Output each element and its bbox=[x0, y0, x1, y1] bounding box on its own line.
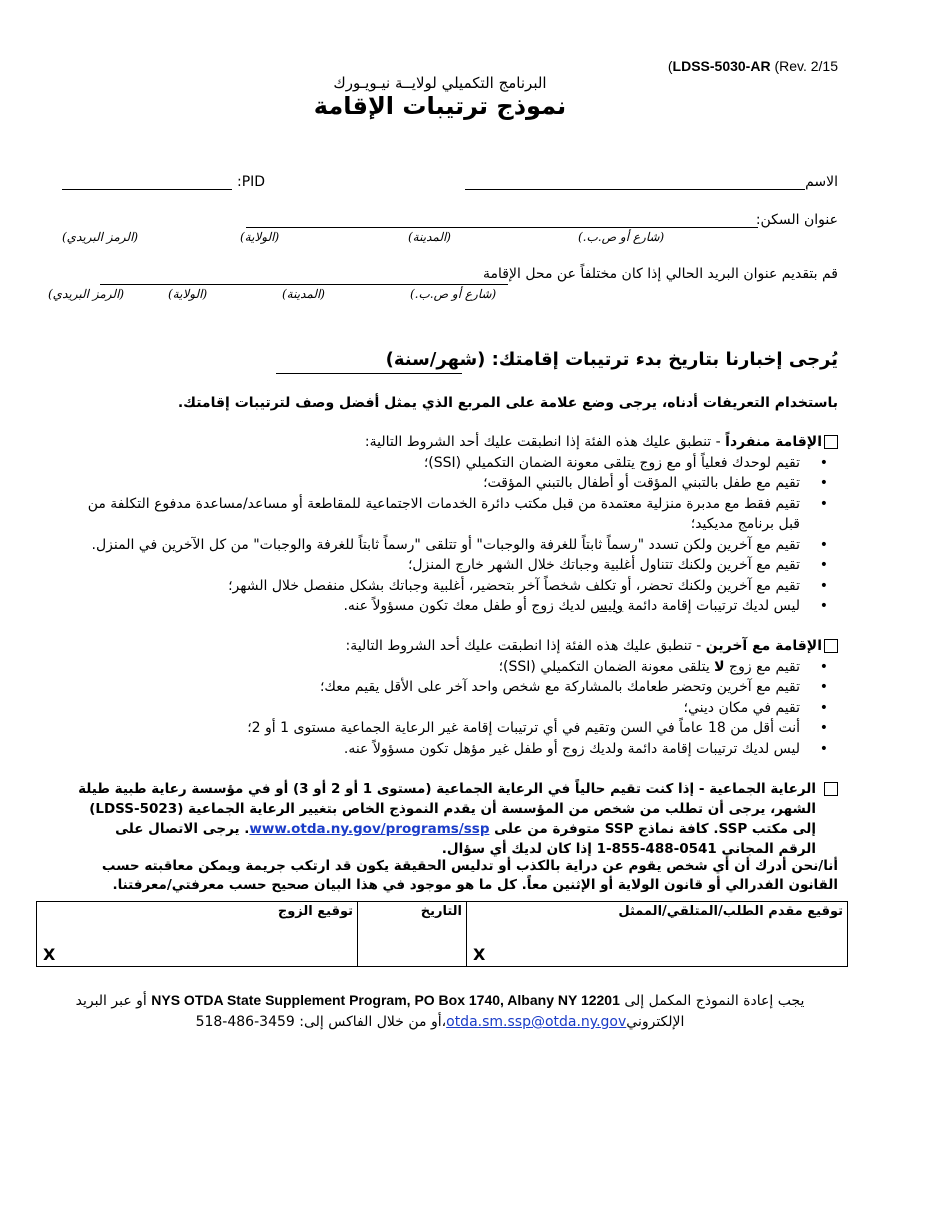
footer-line-2: الإلكترونيotda.sm.ssp@otda.ny.gov،أو من خلال الفاكس إلى: 3459-486-518 bbox=[195, 1014, 685, 1030]
signature-table bbox=[36, 901, 848, 967]
list-item: • تقيم مع زوج لا يتلقى معونة الضمان التكميلي (SSI)؛ bbox=[78, 657, 800, 678]
city-caption: (المدينة) bbox=[408, 230, 451, 244]
living-alone-checkbox[interactable] bbox=[824, 435, 838, 449]
list-item: • ليس لديك ترتيبات إقامة دائمة وليس لديك زوج أو طفل معك تكون مسؤولاً عنه. bbox=[78, 596, 800, 617]
declaration-text: أنا/نحن أدرك أن أي شخص يقوم عن دراية بالكذب أو تدليس الحقيقة يكون قد ارتكب جريمة ويمكن معاقبته حسب القانون الفدرالي أو قانون الولاية أو الإثنين معاً. كل ما هو موجود في هذا البيان صحيح حسب معرفتي/معرفتنا. bbox=[101, 858, 838, 893]
instruction-text: باستخدام التعريفات أدناه، يرجى وضع علامة على المربع الذي يمثل أفضل وصف لترتيبات إقامتك. bbox=[177, 395, 838, 411]
living-with-others-checkbox[interactable] bbox=[824, 639, 838, 653]
list-item: • تقيم مع آخرين ولكن تسدد "رسماً ثابتاً للغرفة والوجبات" أو تتلقى "رسماً ثابتاً للغرفة والوجبات" من كل الآخرين في المنزل. bbox=[78, 535, 800, 556]
living-with-others-title: الإقامة مع آخرين bbox=[705, 638, 822, 654]
living-with-others-section bbox=[78, 636, 838, 759]
living-alone-desc: - تنطبق عليك هذه الفئة إذا انطبقت عليك أحد الشروط التالية: bbox=[364, 434, 726, 450]
state-caption: (الولاية) bbox=[240, 230, 280, 244]
list-item: • تقيم مع آخرين ولكنك تتناول أغلبية وجباتك خلال الشهر خارج المنزل؛ bbox=[78, 555, 800, 576]
mailing-label: قم بتقديم عنوان البريد الحالي إذا كان مختلفاً عن محل الإقامة bbox=[483, 266, 838, 282]
mailing-city-caption: (المدينة) bbox=[282, 287, 325, 301]
applicant-x-mark: X bbox=[473, 945, 486, 964]
applicant-signature-label: توقيع مقدم الطلب/المتلقي/الممثل bbox=[618, 904, 843, 919]
mailing-state-caption: (الولاية) bbox=[168, 287, 208, 301]
spouse-x-mark: X bbox=[43, 945, 56, 964]
return-address: NYS OTDA State Supplement Program, PO Box 1740, Albany NY 12201 bbox=[151, 992, 620, 1008]
address-field[interactable] bbox=[246, 227, 758, 228]
mailing-street-caption: (شارع أو ص.ب.) bbox=[410, 287, 497, 301]
zip-caption: (الرمز البريدي) bbox=[62, 230, 139, 244]
list-item: • أنت أقل من 18 عاماً في السن وتقيم في أي ترتيبات إقامة غير الرعاية الجماعية مستوى 1 أو 2؛ bbox=[78, 718, 800, 739]
applicant-signature-cell[interactable] bbox=[467, 902, 848, 967]
spouse-signature-cell[interactable] bbox=[37, 902, 358, 967]
date-label: التاريخ bbox=[420, 904, 462, 919]
list-item: • ليس لديك ترتيبات إقامة دائمة ولديك زوج أو طفل غير مؤهل تكون مسؤولاً عنه. bbox=[78, 739, 800, 760]
form-number: LDSS-5030-AR bbox=[672, 58, 771, 74]
spouse-signature-label: توقيع الزوج bbox=[277, 904, 353, 919]
list-item: • تقيم مع طفل بالتبني المؤقت أو أطفال بالتبني المؤقت؛ bbox=[78, 473, 800, 494]
street-caption: (شارع أو ص.ب.) bbox=[578, 230, 665, 244]
group-care-checkbox[interactable] bbox=[824, 782, 838, 796]
list-item: • تقيم لوحدك فعلياً أو مع زوج يتلقى معونة الضمان التكميلي (SSI)؛ bbox=[78, 453, 800, 474]
mailing-field[interactable] bbox=[100, 284, 508, 285]
name-label: الاسم bbox=[805, 174, 838, 190]
ssp-link[interactable]: www.otda.ny.gov/programs/ssp bbox=[249, 821, 490, 837]
program-name: البرنامج التكميلي لولايــة نيـويـورك bbox=[333, 74, 547, 92]
name-field[interactable] bbox=[465, 189, 805, 190]
list-item: • تقيم مع آخرين ولكنك تحضر، أو تكلف شخصاً آخر بتحضير، أغلبية وجباتك بشكل منفصل خلال الشهر؛ bbox=[78, 576, 800, 597]
list-item: • تقيم في مكان ديني؛ bbox=[78, 698, 800, 719]
group-care-text: الرعاية الجماعية - إذا كنت تقيم حالياً في الرعاية الجماعية (مستوى 1 أو 2 أو 3) أو في مؤسسة رعاية طبية طيلة الشهر، يرجى أن تطلب من شخص من المؤسسة أن يقدم النموذج الخاص بتغيير الرعاية الجماعية (LDSS-5023) إلى مكتب SSP. كافة نماذج SSP متوفرة من على bbox=[78, 781, 816, 837]
email-link[interactable]: otda.sm.ssp@otda.ny.gov bbox=[446, 1014, 627, 1030]
start-date-prompt: يُرجى إخبارنا بتاريخ بدء ترتيبات إقامتك: (شهر/سنة) bbox=[385, 349, 838, 370]
address-label: عنوان السكن: bbox=[755, 212, 838, 228]
mailing-zip-caption: (الرمز البريدي) bbox=[48, 287, 125, 301]
footer-line-1: يجب إعادة النموذج المكمل إلى NYS OTDA State Supplement Program, PO Box 1740, Albany NY 12201 أو عبر البريد bbox=[75, 992, 805, 1009]
living-with-others-desc: - تنطبق عليك هذه الفئة إذا انطبقت عليك أحد الشروط التالية: bbox=[345, 638, 706, 654]
living-alone-section bbox=[78, 432, 838, 617]
page-title: نموذج ترتيبات الإقامة bbox=[313, 92, 567, 120]
list-item: • تقيم مع آخرين وتحضر طعامك بالمشاركة مع شخص واحد آخر على الأقل يقيم معك؛ bbox=[78, 677, 800, 698]
pid-label: :PID bbox=[237, 174, 266, 190]
start-date-field[interactable] bbox=[276, 373, 462, 374]
group-care-section: الرعاية الجماعية - إذا كنت تقيم حالياً في الرعاية الجماعية (مستوى 1 أو 2 أو 3) أو في مؤسسة رعاية طبية طيلة الشهر، يرجى أن تطلب من شخص من المؤسسة أن يقدم النموذج الخاص بتغيير الرعاية الجماعية (LDSS-5023) إلى مكتب SSP. كافة نماذج SSP متوفرة من على www.otda.ny.gov/programs/ssp. يرجى الاتصال على الرقم المجاني 0541-488-855-1 إذا كان لديك أي سؤال. bbox=[78, 779, 838, 859]
pid-field[interactable] bbox=[62, 189, 232, 190]
list-item: • تقيم فقط مع مدبرة منزلية معتمدة من قبل مكتب دائرة الخدمات الاجتماعية للمقاطعة أو مساعد/مساعدة مدفوع التكلفة من قبل برنامج مديكيد؛ bbox=[78, 494, 800, 535]
living-alone-title: الإقامة منفرداً bbox=[725, 434, 822, 450]
form-code: (LDSS-5030-AR (Rev. 2/15 bbox=[667, 58, 838, 74]
footer bbox=[0, 990, 880, 1033]
date-cell[interactable] bbox=[358, 902, 467, 967]
